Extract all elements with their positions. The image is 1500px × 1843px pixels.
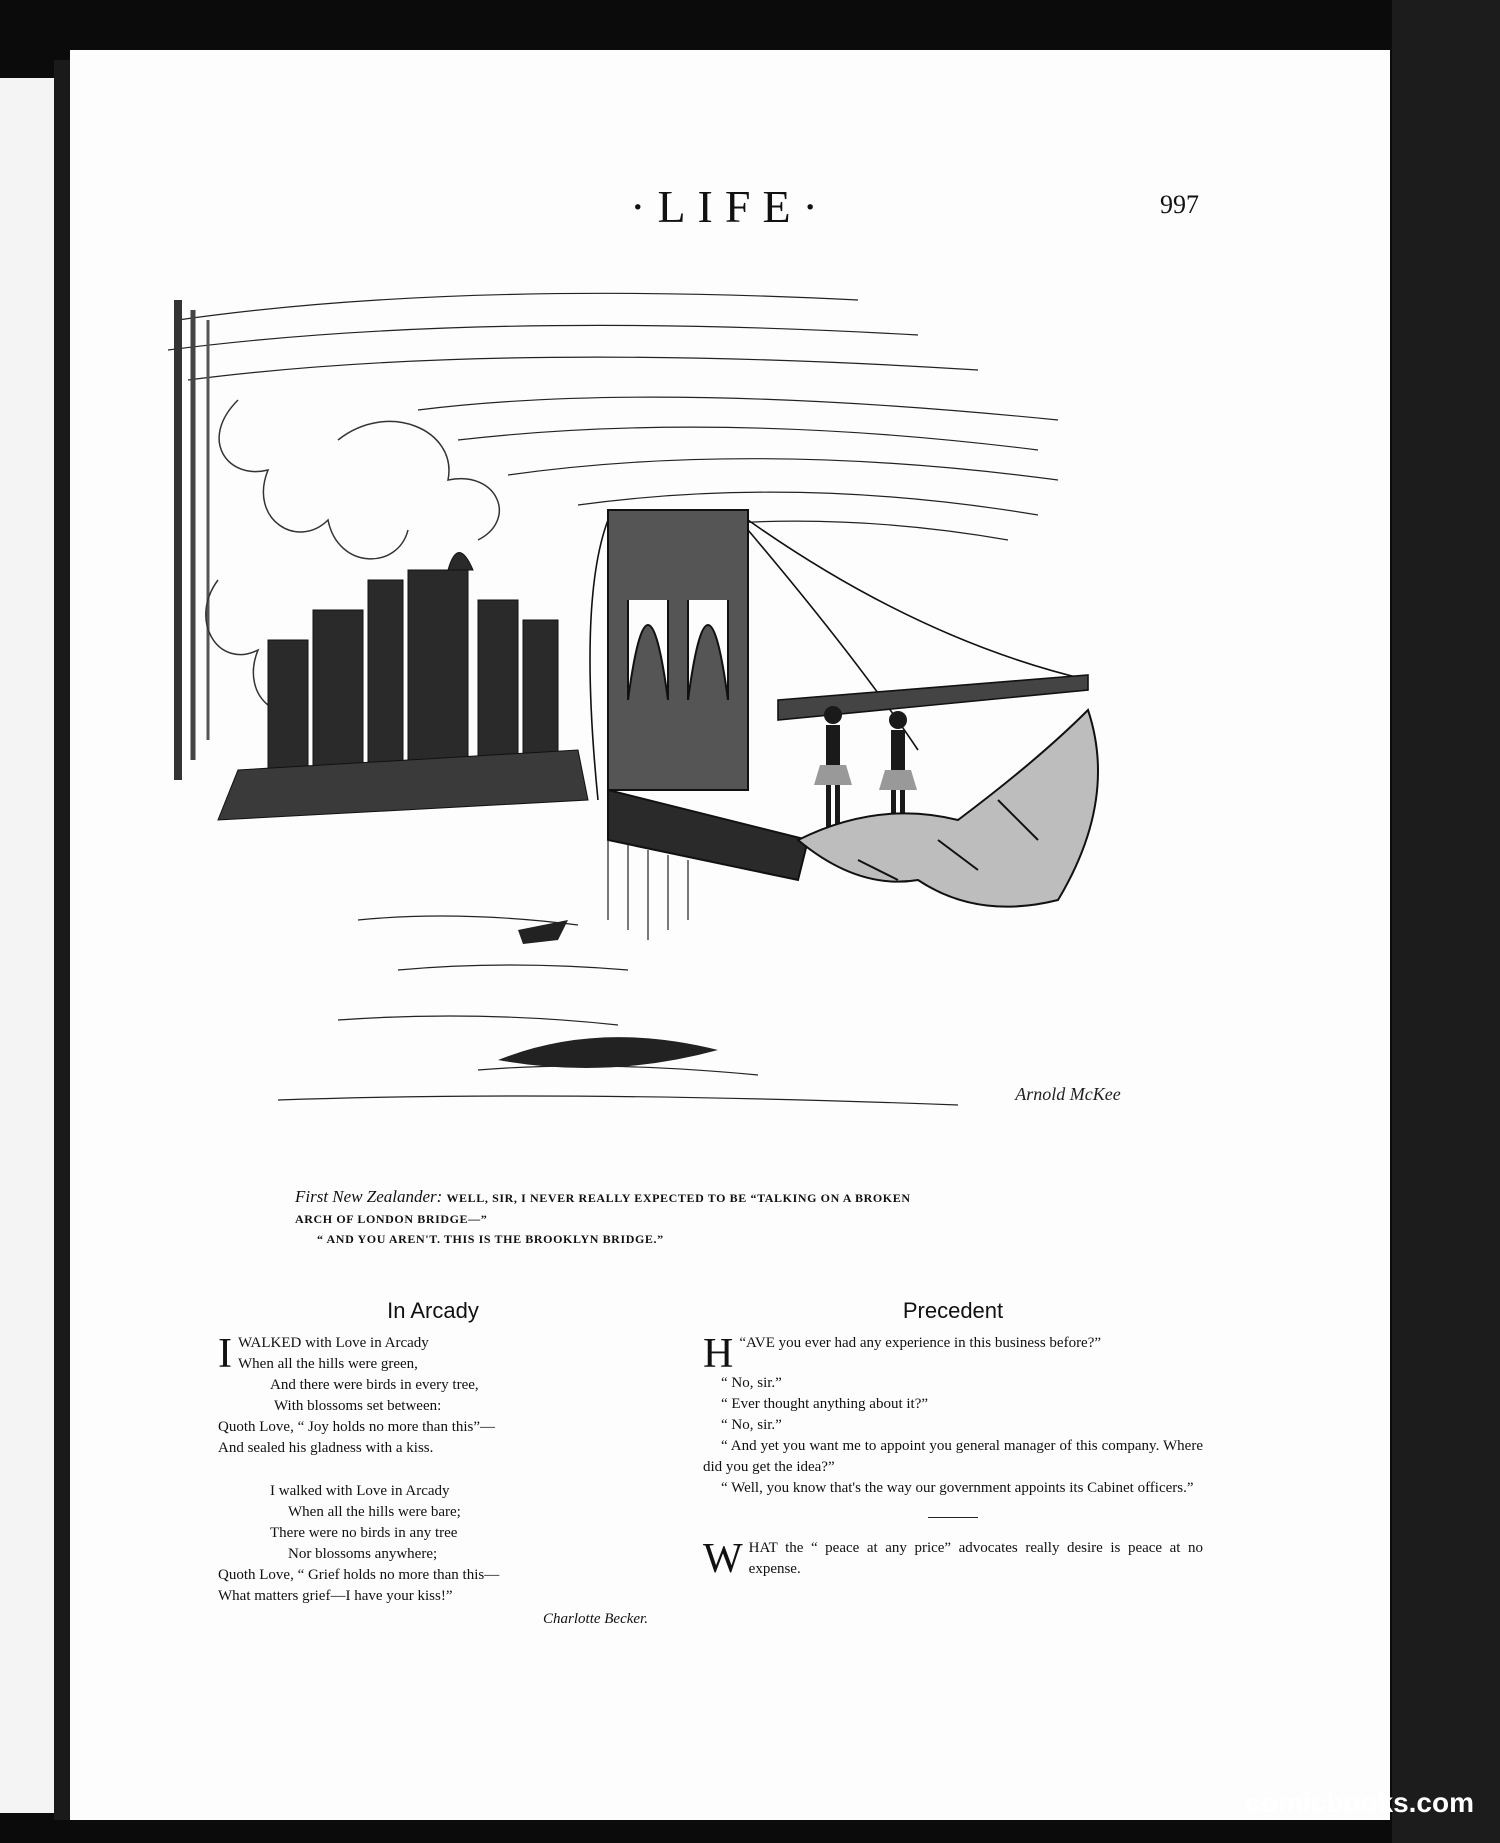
boats: [498, 920, 718, 1068]
precedent-paragraph: “ Ever thought anything about it?”: [721, 1396, 929, 1412]
poem-line: Nor blossoms anywhere;: [288, 1546, 438, 1562]
left-page-edge: [0, 78, 62, 1813]
rubble-bank: [798, 710, 1098, 907]
poem-line: I walked with Love in Arcady: [270, 1483, 450, 1499]
precedent-paragraph: [703, 1331, 1203, 1377]
precedent-title: Precedent: [902, 1298, 1004, 1323]
section-divider: [928, 1517, 978, 1518]
precedent-dropcap: H: [703, 1331, 734, 1377]
precedent-text-1: AVE you ever had any experience in this business before?”: [746, 1335, 1102, 1351]
artist-signature: Arnold McKee: [1015, 1084, 1121, 1104]
poem-line: And sealed his gladness with a kiss.: [218, 1440, 434, 1456]
precedent-column: [703, 1300, 1203, 1580]
page-number: 997: [1160, 190, 1199, 219]
poem-column: [218, 1300, 648, 1652]
masthead: ·LIFE·: [630, 181, 830, 232]
precedent-paragraph: “ And yet you want me to appoint you general manager of this company. Where did you get the idea?”: [703, 1438, 1203, 1475]
poem-stanza-2: [218, 1481, 648, 1630]
open-quote: “: [739, 1335, 747, 1351]
poem-line: WALKED with Love in Arcady: [238, 1335, 429, 1351]
poem-stanza-1: [218, 1333, 648, 1459]
epigram-paragraph: [703, 1538, 1203, 1580]
poem-line: Quoth Love, “ Grief holds no more than this—: [218, 1567, 500, 1583]
cartoon-caption: [295, 1187, 1175, 1249]
precedent-paragraph: “ No, sir.”: [721, 1417, 782, 1433]
poem-line: When all the hills were bare;: [288, 1504, 461, 1520]
caption-speaker: First New Zealander:: [295, 1187, 443, 1206]
poem-author: Charlotte Becker.: [543, 1611, 648, 1627]
cartoon-illustration: [158, 280, 1208, 1180]
poem-title: In Arcady: [387, 1298, 479, 1323]
city-skyline: [218, 553, 588, 821]
scan-background: [1392, 0, 1500, 1843]
poem-line: What matters grief—I have your kiss!”: [218, 1588, 453, 1604]
poem-line: And there were birds in every tree,: [270, 1377, 479, 1393]
poem-line: Quoth Love, “ Joy holds no more than this”—: [218, 1419, 496, 1435]
caption-line-2: ARCH OF LONDON BRIDGE—”: [295, 1212, 488, 1226]
epigram-text: HAT the “ peace at any price” advocates really desire is peace at no expense.: [748, 1540, 1203, 1577]
poem-line: There were no birds in any tree: [270, 1525, 458, 1541]
precedent-paragraph: “ No, sir.”: [721, 1375, 782, 1391]
poem-line: With blossoms set between:: [274, 1398, 442, 1414]
precedent-paragraph: “ Well, you know that's the way our government appoints its Cabinet officers.”: [721, 1480, 1194, 1496]
site-watermark: comicbooks.com: [1245, 1787, 1474, 1818]
caption-line-1: WELL, SIR, I NEVER REALLY EXPECTED TO BE “TALKING ON A BROKEN: [446, 1191, 911, 1205]
caption-line-3: “ AND YOU AREN'T. THIS IS THE BROOKLYN BRIDGE.”: [317, 1232, 664, 1246]
poem-dropcap: I: [218, 1331, 232, 1377]
magazine-page: [70, 50, 1390, 1820]
poem-line: When all the hills were green,: [238, 1356, 418, 1372]
epigram-dropcap: W: [703, 1536, 743, 1582]
